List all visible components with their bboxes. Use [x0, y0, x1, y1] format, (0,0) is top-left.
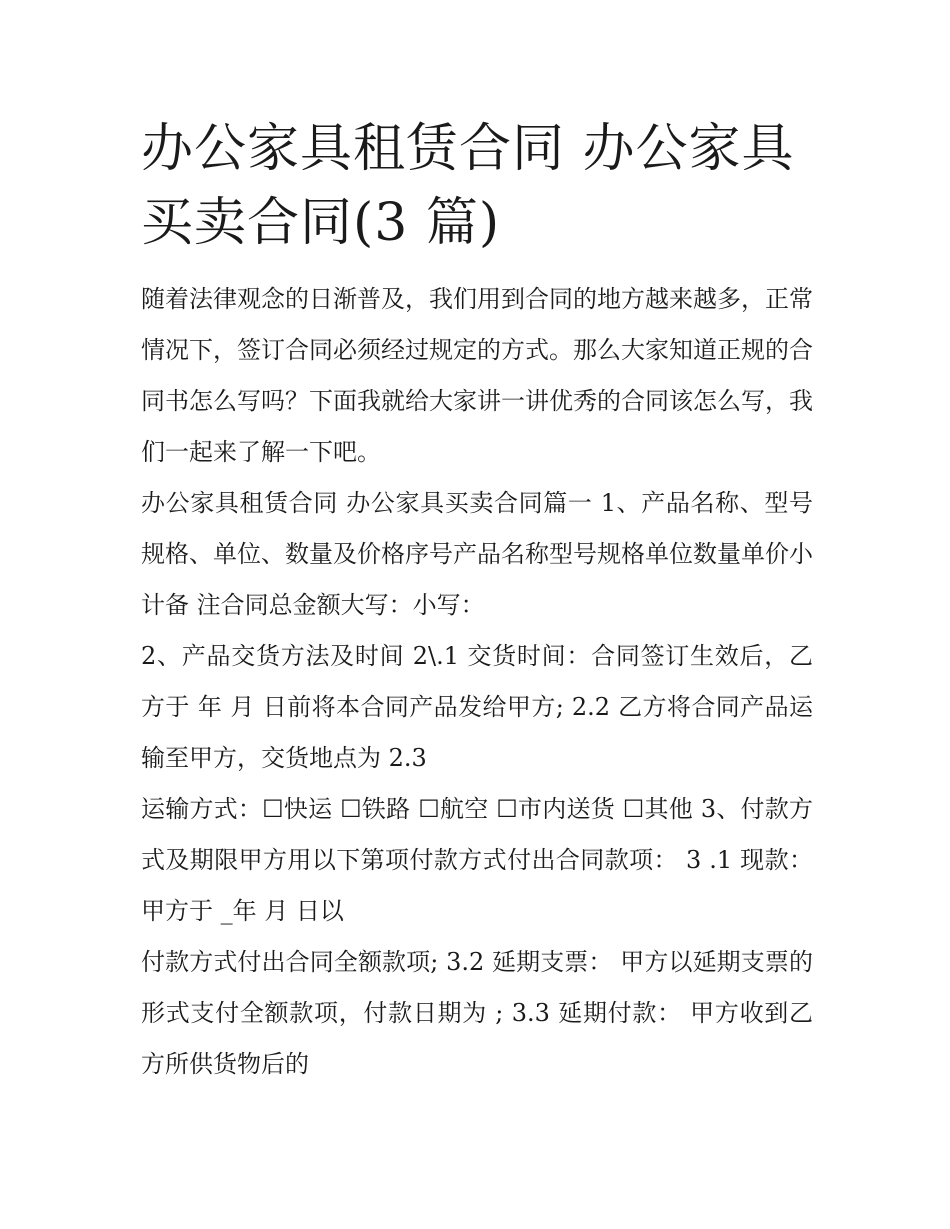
document-title: 办公家具租赁合同 办公家具买卖合同(3 篇) [141, 119, 795, 253]
payment-paragraph: 付款方式付出合同全额款项; 3.2 延期支票： 甲方以延期支票的形式支付全额款项，付款日期为 ; 3.3 延期付款： 甲方收到乙方所供货物后的 [141, 948, 813, 1078]
intro-paragraph: 随着法律观念的日渐普及，我们用到合同的地方越来越多，正常情况下，签订合同必须经过规定的方式。那么大家知道正规的合同书怎么写吗？下面我就给大家讲一讲优秀的合同该怎么写，我们一起来了解一下吧。 [141, 285, 813, 466]
document-page [141, 112, 813, 1090]
section-1-paragraph: 办公家具租赁合同 办公家具买卖合同篇一 1、产品名称、型号规格、单位、数量及价格序号产品名称型号规格单位数量单价小计备 注合同总金额大写：小写： [141, 489, 813, 619]
shipping-method-paragraph: 运输方式：☐快运 ☐铁路 ☐航空 ☐市内送货 ☐其他 3、付款方式及期限甲方用以下第项付款方式付出合同款项： 3 .1 现款： 甲方于 _年 月 日以 [141, 795, 813, 925]
section-2-paragraph: 2、产品交货方法及时间 2\.1 交货时间：合同签订生效后，乙方于 年 月 日前将本合同产品发给甲方; 2.2 乙方将合同产品运输至甲方，交货地点为 2.3 [141, 642, 813, 772]
